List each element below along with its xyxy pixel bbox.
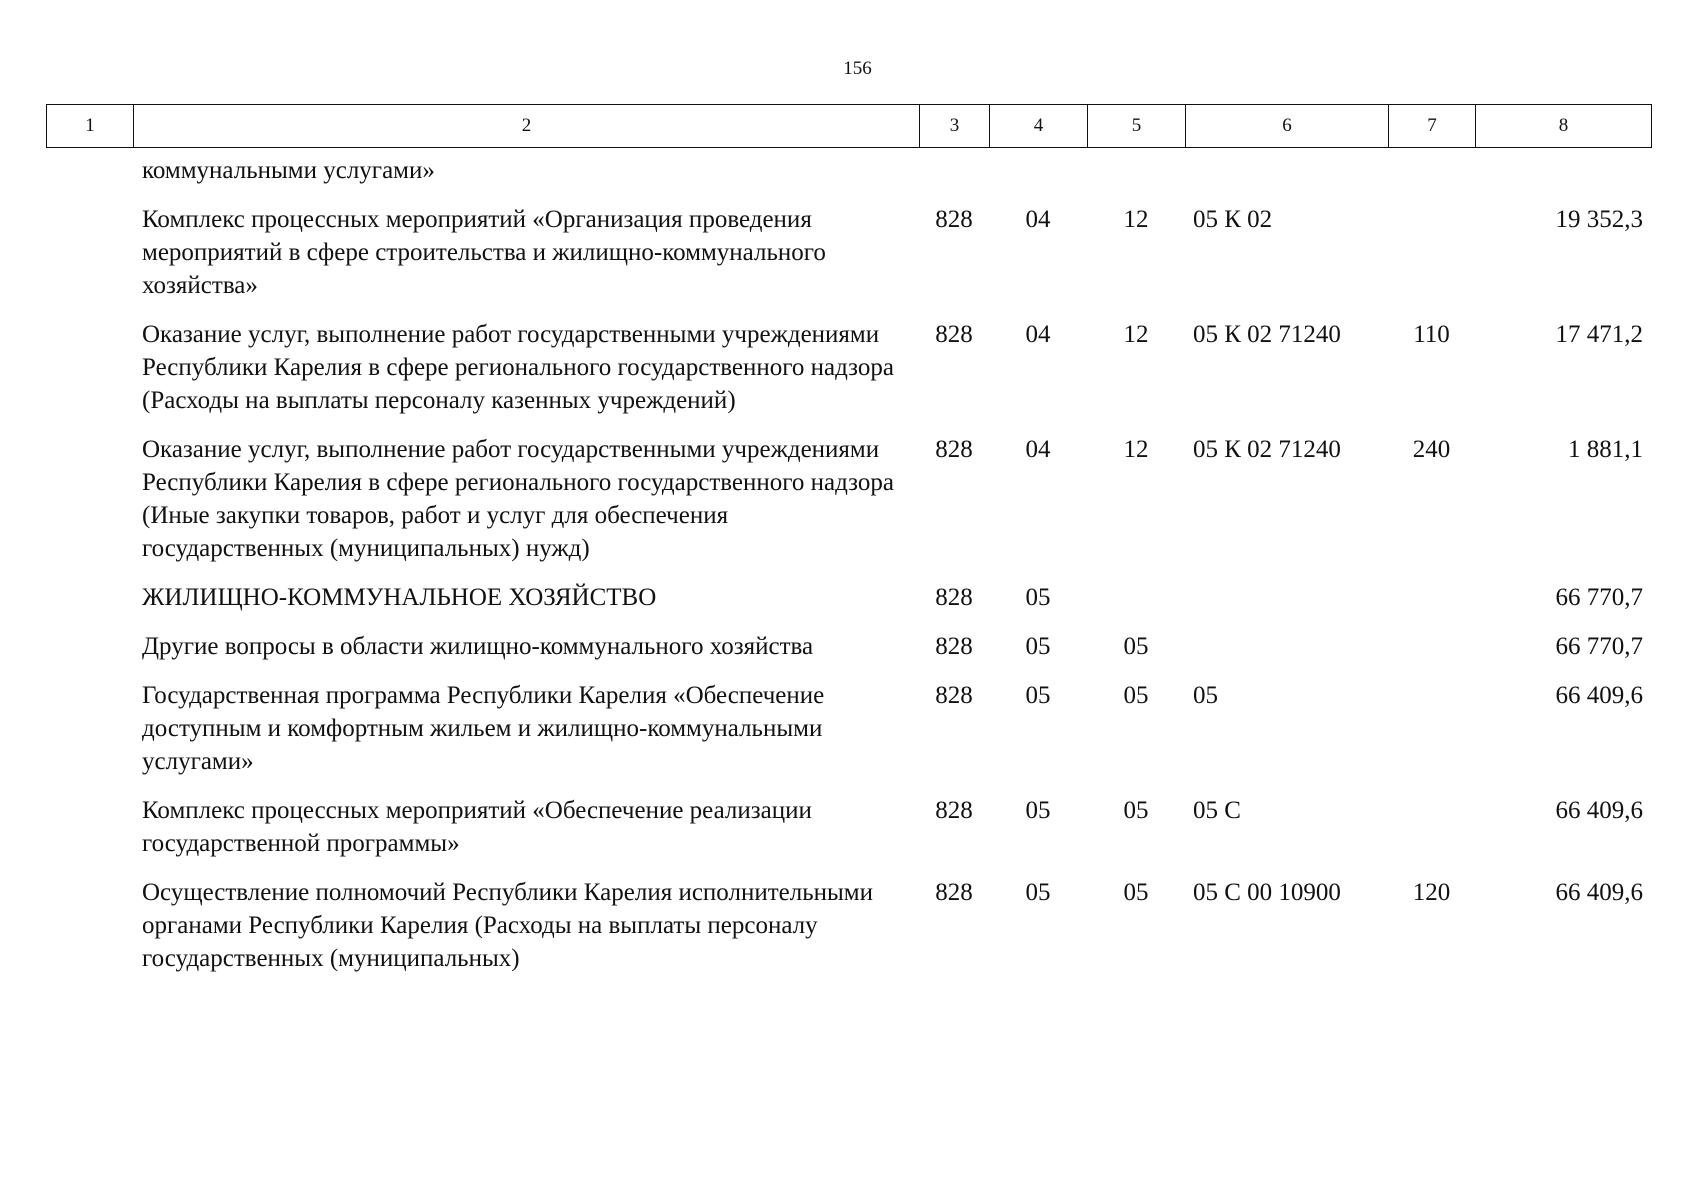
header-col-2: 2 [134, 105, 920, 148]
row-name: Осуществление полномочий Республики Карелия исполнительными органами Республики Карелия (Расходы на выплаты персоналу государственных (муниципальных) [142, 879, 873, 972]
table-row [46, 318, 1651, 433]
row-expense-type-code: 120 [1412, 879, 1451, 906]
column-number-header [46, 104, 1652, 148]
row-section-code: 04 [1025, 321, 1051, 348]
row-expense-type-code: 240 [1412, 436, 1451, 463]
row-target-article-code: 05 К 02 [1193, 206, 1273, 233]
row-amount: 17 471,2 [1555, 321, 1643, 348]
row-section-code: 05 [1025, 584, 1051, 611]
row-target-article-code [1185, 630, 1388, 679]
row-subsection-code: 12 [1123, 436, 1149, 463]
row-administrator-code: 828 [935, 436, 973, 463]
header-col-1: 1 [47, 105, 134, 148]
row-administrator-code: 828 [935, 321, 973, 348]
table-row [46, 433, 1651, 581]
row-amount: 1 881,1 [1568, 436, 1643, 463]
row-section-code: 05 [1025, 633, 1051, 660]
row-amount: 66 770,7 [1555, 584, 1643, 611]
table-row [46, 679, 1651, 794]
header-col-3: 3 [920, 105, 990, 148]
row-subsection-code: 12 [1123, 206, 1149, 233]
row-name: Комплекс процессных мероприятий «Обеспечение реализации государственной программы» [142, 797, 812, 857]
row-subsection-code: 05 [1123, 633, 1149, 660]
header-col-5: 5 [1088, 105, 1186, 148]
row-section-code [989, 154, 1087, 203]
row-administrator-code: 828 [935, 633, 973, 660]
row-subsection-code: 05 [1123, 879, 1149, 906]
row-name: Оказание услуг, выполнение работ государственными учреждениями Республики Карелия в сфере регионального государственного надзора (Расходы на выплаты персоналу казенных учреждений) [142, 321, 894, 414]
row-amount: 66 409,6 [1555, 797, 1643, 824]
row-target-article-code [1185, 154, 1388, 203]
row-section-code: 04 [1025, 206, 1051, 233]
row-subsection-code: 05 [1123, 682, 1149, 709]
row-amount: 19 352,3 [1555, 206, 1643, 233]
header-col-7: 7 [1389, 105, 1476, 148]
table-row [46, 203, 1651, 318]
row-name: Государственная программа Республики Карелия «Обеспечение доступным и комфортным жильем и жилищно-коммунальными услугами» [142, 682, 825, 775]
row-section-code: 05 [1025, 682, 1051, 709]
row-administrator-code: 828 [935, 797, 973, 824]
row-target-article-code: 05 С 00 10900 [1193, 879, 1341, 906]
table-row [46, 154, 1651, 203]
row-expense-type-code [1388, 203, 1475, 318]
row-name: Комплекс процессных мероприятий «Организация проведения мероприятий в сфере строительства и жилищно-коммунального хозяйства» [142, 206, 826, 299]
row-amount [1475, 154, 1651, 203]
table-row [46, 630, 1651, 679]
row-subsection-code: 05 [1123, 797, 1149, 824]
row-target-article-code: 05 [1193, 682, 1218, 709]
table-row [46, 581, 1651, 630]
row-administrator-code: 828 [935, 682, 973, 709]
header-col-6: 6 [1186, 105, 1389, 148]
row-subsection-code [1087, 581, 1185, 630]
row-subsection-code: 12 [1123, 321, 1149, 348]
row-target-article-code: 05 К 02 71240 [1193, 321, 1341, 348]
row-section-code: 05 [1025, 879, 1051, 906]
page-number: 156 [843, 58, 872, 79]
row-expense-type-code [1388, 154, 1475, 203]
header-col-4: 4 [990, 105, 1088, 148]
row-amount: 66 409,6 [1555, 682, 1643, 709]
row-expense-type-code [1388, 581, 1475, 630]
row-expense-type-code [1388, 679, 1475, 794]
row-name: Оказание услуг, выполнение работ государственными учреждениями Республики Карелия в сфере регионального государственного надзора (Иные закупки товаров, работ и услуг для обеспечения государственных (муниципальных) нужд) [142, 436, 894, 562]
table-row [46, 876, 1651, 991]
row-administrator-code [919, 154, 989, 203]
row-target-article-code: 05 С [1193, 797, 1241, 824]
row-administrator-code: 828 [935, 584, 973, 611]
header-col-8: 8 [1476, 105, 1652, 148]
row-amount: 66 770,7 [1555, 633, 1643, 660]
row-name: коммунальными услугами» [142, 157, 435, 184]
row-section-code: 04 [1025, 436, 1051, 463]
row-administrator-code: 828 [935, 206, 973, 233]
row-administrator-code: 828 [935, 879, 973, 906]
row-name: Другие вопросы в области жилищно-коммунального хозяйства [142, 633, 814, 660]
table-row [46, 794, 1651, 876]
budget-table [46, 154, 1651, 991]
row-expense-type-code [1388, 630, 1475, 679]
row-section-code: 05 [1025, 797, 1051, 824]
row-expense-type-code: 110 [1413, 321, 1450, 348]
row-amount: 66 409,6 [1555, 879, 1643, 906]
row-target-article-code: 05 К 02 71240 [1193, 436, 1341, 463]
row-subsection-code [1087, 154, 1185, 203]
row-expense-type-code [1388, 794, 1475, 876]
row-name: ЖИЛИЩНО-КОММУНАЛЬНОЕ ХОЗЯЙСТВО [142, 584, 657, 611]
row-target-article-code [1185, 581, 1388, 630]
